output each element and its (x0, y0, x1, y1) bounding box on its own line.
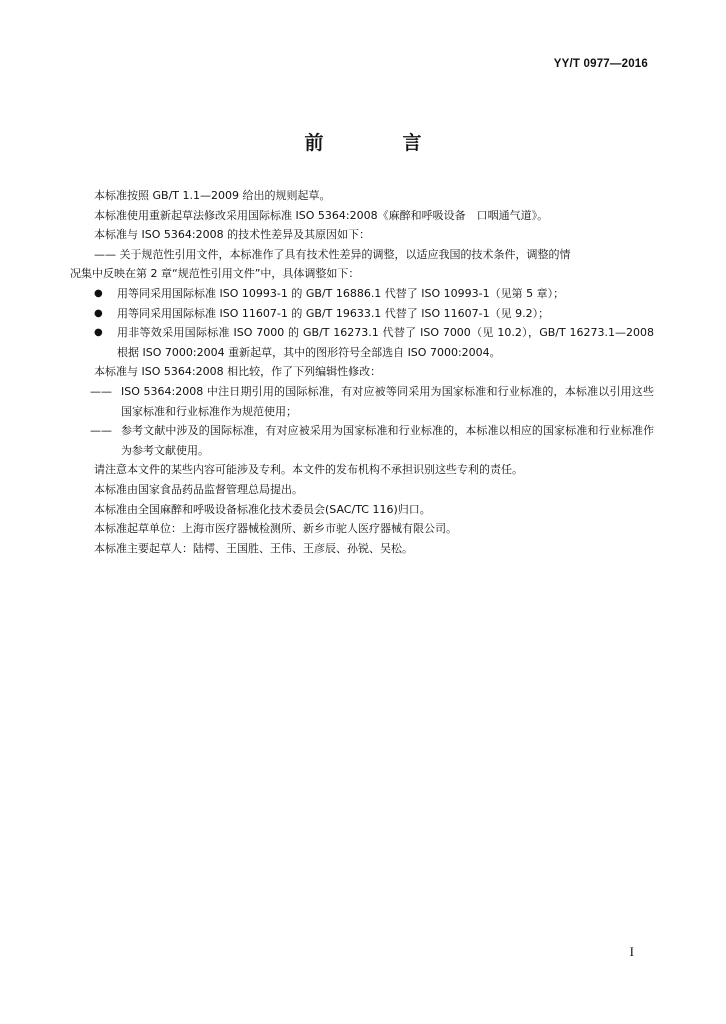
bullet-icon: ● (94, 327, 103, 339)
dash-item-text: ISO 5364:2008 中注日期引用的国际标准，有对应被等同采用为国家标准和行业标准的，本标准以引用这些国家标准和行业标准作为规范使用； (121, 384, 654, 418)
paragraph-committee: 本标准由全国麻醉和呼吸设备标准化技术委员会(SAC/TC 116)归口。 (94, 502, 431, 516)
paragraph-patent-notice: 请注意本文件的某些内容可能涉及专利。本文件的发布机构不承担识别这些专利的责任。 (94, 463, 523, 477)
bullet-icon: ● (94, 287, 103, 299)
dash-item (90, 421, 654, 460)
list-item (94, 304, 654, 324)
list-item-text: 用等同采用国际标准 ISO 11607-1 的 GB/T 19633.1 代替了 ISO 11607-1（见 9.2）； (117, 306, 550, 320)
paragraph-drafting-rules: 本标准按照 GB/T 1.1—2009 给出的规则起草。 (94, 189, 331, 202)
bullet-icon: ● (94, 307, 103, 319)
paragraph-normative-refs-line2: 况集中反映在第 2 章“规范性引用文件”中，具体调整如下： (70, 267, 360, 281)
paragraph-adoption-method: 本标准使用重新起草法修改采用国际标准 ISO 5364:2008《麻醉和呼吸设备 口咽通气道》。 (94, 208, 549, 222)
page-title: 前 言 (304, 132, 452, 154)
paragraph-editorial-changes: 本标准与 ISO 5364:2008 相比较，作了下列编辑性修改： (94, 365, 382, 379)
dash-item (90, 382, 654, 421)
paragraph-drafting-units: 本标准起草单位：上海市医疗器械检测所、新乡市驼人医疗器械有限公司。 (94, 522, 457, 536)
list-item-text: 用非等效采用国际标准 ISO 7000 的 GB/T 16273.1 代替了 ISO 7000（见 10.2），GB/T 16273.1—2008 根据 ISO 7000:2004 重新起草，其中的图形符号全部选自 ISO 7000:2004。 (117, 326, 654, 359)
list-item (94, 284, 654, 304)
dash-mark: —— (90, 424, 112, 438)
paragraph-proposer: 本标准由国家食品药品监督管理总局提出。 (94, 482, 303, 496)
dash-item-text: 参考文献中涉及的国际标准，有对应被采用为国家标准和行业标准的，本标准以相应的国家标准和行业标准作为参考文献使用。 (121, 424, 654, 457)
dash-mark: —— (94, 247, 116, 261)
list-item (94, 323, 654, 362)
standard-number: YY/T 0977—2016 (553, 58, 648, 70)
foreword-body (70, 186, 654, 558)
list-item-text: 用等同采用国际标准 ISO 10993-1 的 GB/T 16886.1 代替了 ISO 10993-1（见第 5 章）； (117, 286, 565, 300)
paragraph-drafters: 本标准主要起草人：陆樗、王国胜、王伟、王彦辰、孙锐、吴松。 (94, 541, 413, 555)
dash-mark: —— (90, 384, 112, 398)
page-number: I (629, 944, 634, 959)
paragraph-technical-differences: 本标准与 ISO 5364:2008 的技术性差异及其原因如下： (94, 228, 371, 242)
paragraph-text: 关于规范性引用文件，本标准作了具有技术性差异的调整，以适应我国的技术条件，调整的情 (119, 247, 571, 261)
paragraph-normative-refs-line1 (94, 245, 654, 265)
